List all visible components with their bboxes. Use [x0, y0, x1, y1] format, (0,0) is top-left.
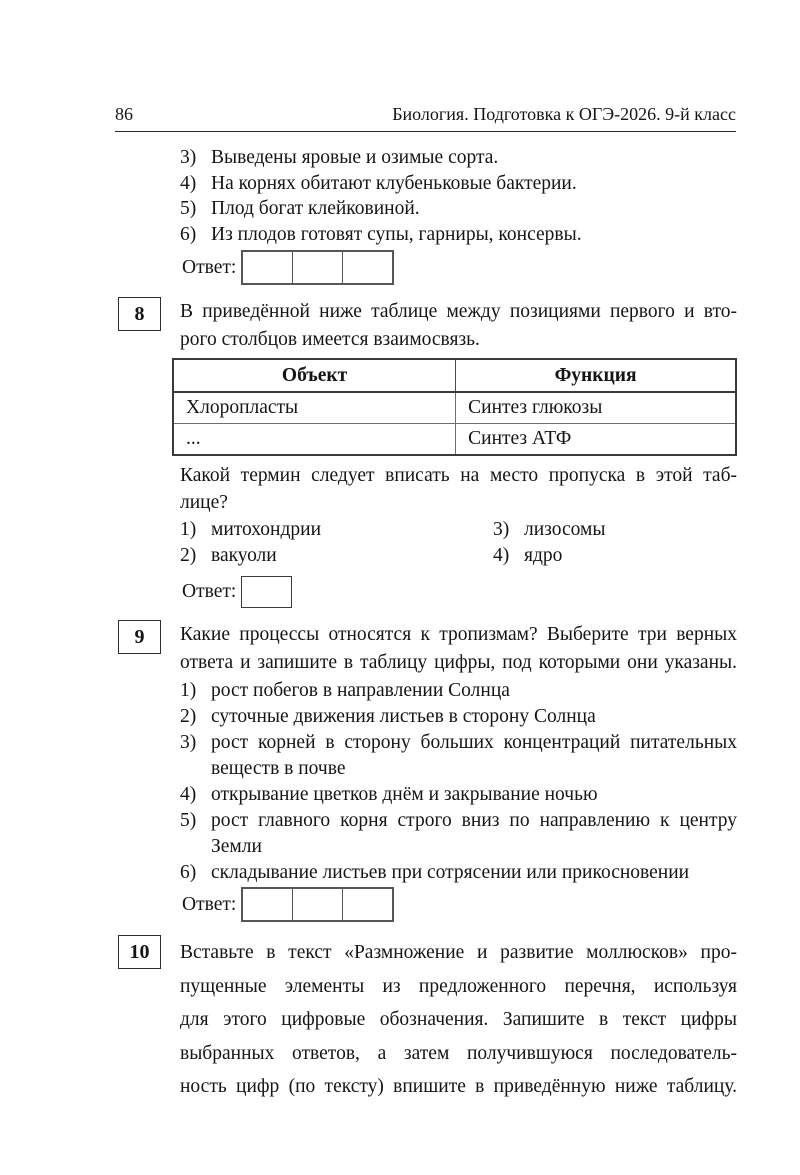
page-header	[0, 0, 800, 132]
question-8	[134, 298, 737, 608]
list-item-number: 6)	[180, 862, 197, 883]
question-number-box: 9	[118, 620, 161, 654]
item-line: рост главного корня строго вниз по направлению к центру	[211, 810, 737, 831]
list-item-number: 3)	[180, 732, 197, 753]
option-item	[180, 543, 493, 569]
list-item-text: складывание листьев при сотрясении или прикосновении	[211, 862, 690, 883]
question-number-box: 8	[118, 297, 161, 331]
list-item-text	[211, 730, 737, 782]
option-text: лизосомы	[524, 519, 606, 540]
list-item	[180, 808, 737, 860]
answer-label: Ответ:	[182, 256, 237, 278]
table-header-function: Функция	[456, 359, 736, 392]
option-number: 1)	[180, 519, 197, 540]
option-text: вакуоли	[211, 544, 277, 566]
answer-cell	[243, 889, 292, 920]
table-cell-object-2: ...	[173, 424, 456, 456]
table-cell-function-2: Синтез АТФ	[456, 424, 736, 456]
list-item	[180, 145, 737, 171]
list-item	[180, 678, 737, 704]
list-item-number: 6)	[180, 223, 197, 245]
q8-options	[180, 517, 737, 568]
answer-row	[180, 887, 737, 922]
option-number: 4)	[493, 544, 510, 566]
answer-cell	[342, 889, 392, 920]
intro-line: выбранных ответов, а затем получившуюся последователь-	[180, 1042, 737, 1064]
option-text: ядро	[524, 544, 563, 566]
list-item-text: открывание цветков днём и закрывание ночью	[211, 784, 598, 805]
intro-line: ность цифр (по тексту) впишите в приведённую ниже таблицу.	[180, 1076, 737, 1097]
list-item	[180, 782, 737, 808]
answer-cell	[241, 576, 292, 608]
list-item-text: Выведены яровые и озимые сорта.	[211, 147, 499, 168]
option-number: 2)	[180, 544, 197, 566]
intro-line: ответа и запишите в таблицу цифры, под которыми они указаны.	[180, 652, 737, 673]
table-cell-object-1: Хлоропласты	[173, 392, 456, 424]
answer-row	[180, 576, 737, 608]
table-cell-function-1: Синтез глюкозы	[456, 392, 736, 424]
question-line: лице?	[180, 492, 228, 513]
table-header-object: Объект	[173, 359, 456, 392]
header-rule	[115, 131, 736, 132]
intro-line: для этого цифровые обозначения. Запишите в текст цифры	[180, 1009, 737, 1030]
book-title: Биология. Подготовка к ОГЭ-2026. 9-й класс	[392, 104, 736, 124]
question-10	[129, 936, 737, 1104]
list-item-number: 2)	[180, 706, 197, 727]
q8-table	[172, 358, 737, 456]
list-item-number: 1)	[180, 680, 197, 701]
option-number: 3)	[493, 519, 510, 540]
list-item-number: 4)	[180, 172, 197, 194]
answer-cell	[292, 252, 342, 283]
list-item-text	[211, 808, 737, 860]
list-item	[180, 196, 737, 222]
main-content	[129, 145, 737, 1104]
list-item-text: На корнях обитают клубеньковые бактерии.	[211, 172, 577, 194]
q8-question-text	[180, 462, 737, 516]
list-item-text: Плод богат клейковиной.	[211, 198, 420, 219]
list-item	[180, 860, 737, 886]
item-line: Земли	[211, 836, 262, 857]
list-item-number: 4)	[180, 784, 197, 805]
list-item	[180, 704, 737, 730]
list-item-number: 5)	[180, 810, 197, 831]
table-row	[173, 392, 736, 424]
q9-items	[180, 678, 737, 886]
intro-line: Вставьте в текст «Размножение и развитие моллюсков» про-	[180, 942, 737, 963]
intro-line: пущенные элементы из предложенного перечня, используя	[180, 975, 737, 997]
list-item-number: 3)	[180, 147, 197, 168]
option-item	[493, 517, 737, 543]
page-number: 86	[115, 104, 133, 124]
option-text: митохондрии	[211, 519, 322, 540]
answer-label: Ответ:	[182, 581, 237, 602]
intro-line: В приведённой ниже таблице между позициями первого и вто-	[180, 301, 737, 322]
list-item-text: рост побегов в направлении Солнца	[211, 680, 510, 701]
table-row	[173, 424, 736, 456]
question-9	[134, 621, 737, 922]
question-intro	[180, 936, 737, 1104]
answer-row	[180, 250, 737, 285]
option-item	[493, 543, 737, 569]
intro-line: рого столбцов имеется взаимосвязь.	[180, 329, 480, 350]
item-line: веществ в почве	[211, 758, 346, 779]
question-intro	[180, 298, 737, 354]
answer-cells	[241, 887, 394, 922]
question-number-box: 10	[118, 935, 161, 969]
answer-cell	[243, 252, 292, 283]
list-item-number: 5)	[180, 198, 197, 219]
option-item	[180, 517, 493, 543]
answer-label: Ответ:	[182, 893, 237, 915]
answer-cell	[292, 889, 342, 920]
list-item	[180, 222, 737, 248]
intro-line: Какие процессы относятся к тропизмам? Выберите три верных	[180, 624, 737, 645]
question-line: Какой термин следует вписать на место пропуска в этой таб-	[180, 465, 737, 486]
list-item	[180, 171, 737, 197]
answer-cell	[342, 252, 392, 283]
list-item-text: суточные движения листьев в сторону Солнца	[211, 706, 596, 727]
list-item-text: Из плодов готовят супы, гарниры, консервы.	[211, 223, 582, 245]
question-intro	[180, 621, 737, 677]
item-line: рост корней в сторону больших концентраций питательных	[211, 732, 737, 753]
pre-question-list	[180, 145, 737, 247]
list-item	[180, 730, 737, 782]
answer-cells	[241, 250, 394, 285]
